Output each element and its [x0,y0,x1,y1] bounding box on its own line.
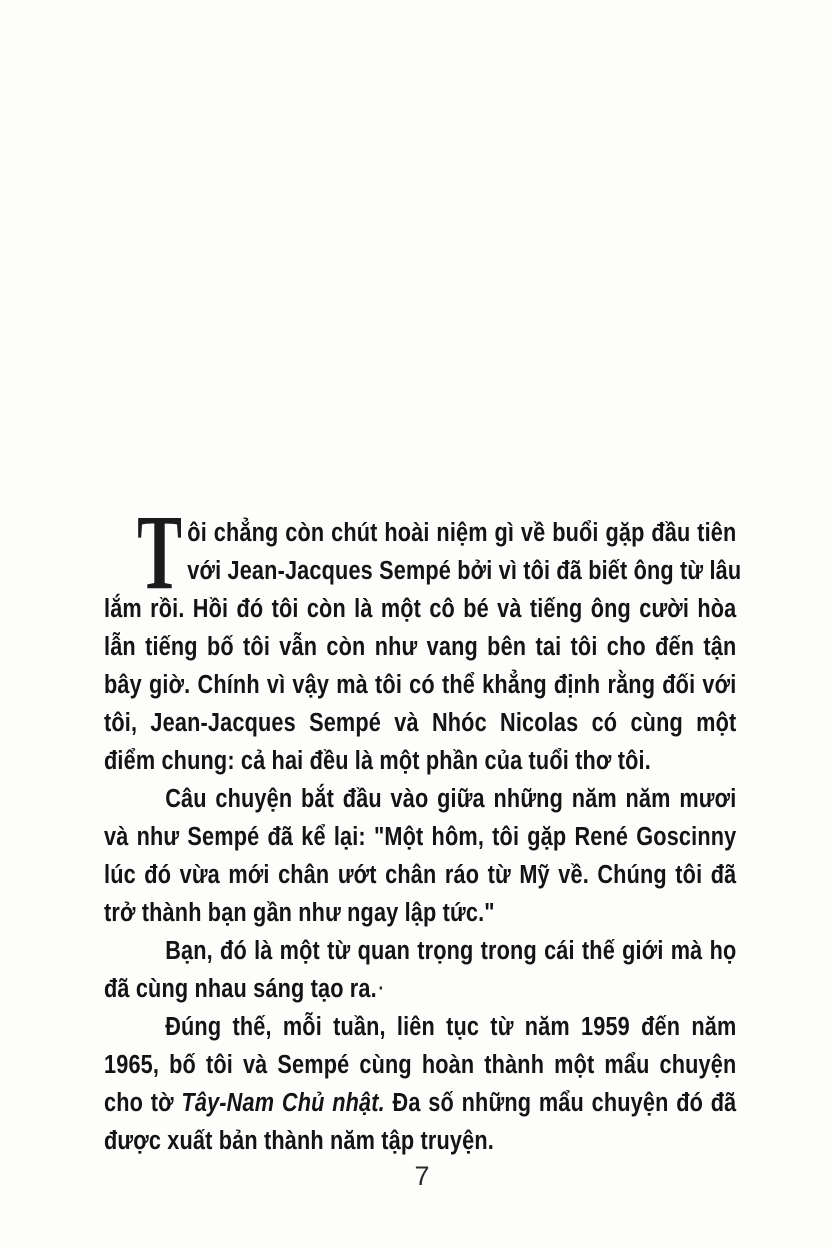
text-line: và như Sempé đã kể lại: "Một hôm, tôi gặp René Goscinny [104,823,737,851]
text-line-segment: Đa số những mẩu chuyện đó đã [384,1089,737,1117]
text-line: lẫn tiếng bố tôi vẫn còn như vang bên tai tôi cho đến tận [104,633,737,661]
text-line [104,1084,736,1122]
text-line: Bạn, đó là một từ quan trọng trong cái thế giới mà họ [165,937,737,965]
text-line: 1965, bố tôi và Sempé cùng hoàn thành một mẩu chuyện [104,1051,737,1079]
ink-speck: · [378,978,385,1000]
text-line: tôi, Jean-Jacques Sempé và Nhóc Nicolas có cùng một [104,709,737,737]
text-line: Câu chuyện bắt đầu vào giữa những năm năm mươi [165,785,737,813]
paragraph [104,1008,736,1160]
text-line: Đúng thế, mỗi tuần, liên tục từ năm 1959 đến năm [165,1013,737,1041]
text-line: ôi chẳng còn chút hoài niệm gì về buổi gặp đầu tiên [187,519,737,547]
text-line: điểm chung: cả hai đều là một phần của tuổi thơ tôi. [104,747,651,775]
text-block [104,494,742,1160]
text-line: lúc đó vừa mới chân ướt chân ráo từ Mỹ về. Chúng tôi đã [104,861,737,889]
paragraph [104,514,742,780]
newspaper-title-italic: Tây-Nam Chủ nhật. [181,1089,385,1117]
text-line: bây giờ. Chính vì vậy mà tôi có thể khẳng định rằng đối với [104,671,737,699]
text-line-segment: cho tờ [104,1089,182,1117]
text-line-segment: đã cùng nhau sáng tạo ra. [104,975,377,1003]
paragraph [104,780,736,932]
text-line: với Jean-Jacques Sempé bởi vì tôi đã biết ông từ lâu [187,557,742,585]
page-number: 7 [414,1161,431,1191]
text-line: trở thành bạn gần như ngay lập tức." [104,899,495,927]
paragraph [104,932,736,1008]
text-line: được xuất bản thành năm tập truyện. [104,1127,494,1155]
drop-cap: T [137,494,183,612]
text-line [104,970,736,1008]
text-line: lắm rồi. Hồi đó tôi còn là một cô bé và tiếng ông cười hòa [104,595,737,623]
